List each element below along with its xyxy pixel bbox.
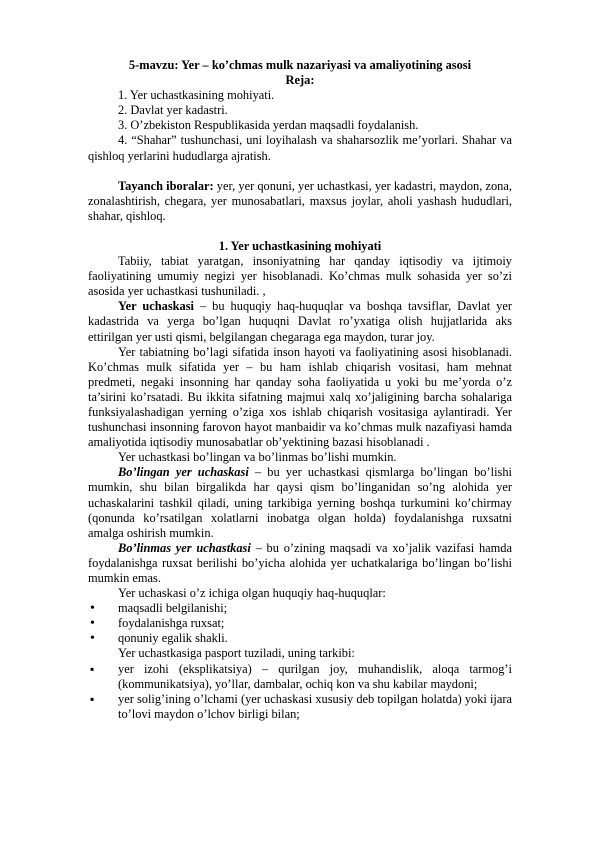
spacer bbox=[88, 224, 512, 239]
keywords-label: Tayanch iboralar: bbox=[118, 178, 214, 193]
defined-term: Yer uchaskasi bbox=[118, 299, 194, 314]
paragraph: Tabiiy, tabiat yaratgan, insoniyatning har qanday iqtisodiy va ijtimoiy faoliyatining umumiy negizi yer hisoblanadi. Ko’chmas mulk sohasida yer so’zi asosida yer uchastkasi tushuniladi. , bbox=[88, 254, 512, 299]
keywords-text: yer, yer qonuni, yer uchastkasi, yer kadastri, maydon, zona, zonalashtirish, chegara, yer munosabatlari, maxsus joylar, aholi yashash hududlari, shahar, qishloq. bbox=[88, 178, 512, 223]
paragraph: Yer uchastkasi bo’lingan va bo’linmas bo’lishi mumkin. bbox=[118, 450, 397, 465]
definition-paragraph bbox=[88, 541, 512, 586]
plan-item: 1. Yer uchastkasining mohiyati. bbox=[118, 88, 275, 103]
list-item: ▪ yer solig’ining o’lchami (yer uchaskasi xususiy deb topilgan holatda) yoki ijara to’lovi maydon o’lchov birligi bilan; bbox=[88, 692, 512, 722]
paragraph: Yer uchaskasi o’z ichiga olgan huquqiy haq-huquqlar: bbox=[118, 586, 386, 601]
definition-text: – bu o’zining maqsadi va xo’jalik vazifasi hamda foydalanishga ruxsat berilishi bo’yicha alohida yer uchatkalariga bo’lingan bo’lishi mumkin emas. bbox=[88, 540, 512, 585]
spacer bbox=[88, 164, 512, 179]
plan-label: Reja: bbox=[285, 73, 315, 88]
section-heading: 1. Yer uchastkasining mohiyati bbox=[218, 238, 382, 253]
definition-paragraph bbox=[88, 465, 512, 540]
defined-term: Bo’linmas yer uchastkasi bbox=[118, 540, 251, 555]
list-item: • qonuniy egalik shakli. bbox=[88, 631, 512, 646]
definition-text: – bu yer uchastkasi qismlarga bo’lingan bo’lishi mumkin, shu bilan birgalikda har qaysi qism bo’linganidan so’ng alohida yer uchaskalarini tashkil qiladi, uning tarkibiga yerning boshqa turkumini ko’chirmay (qonunda ko’rsatilgan xolatlarni inobatga olgan holda) foydalanishga ruxsatni amalga oshirish mumkin. bbox=[88, 465, 512, 540]
definition-text: – bu huquqiy haq-huquqlar va boshqa tavsiflar, Davlat yer kadastrida va yerga bo’lgan huquqni Davlat ro’yxatiga olish hujjatlarida aks ettirilgan yer usti qismi, belgilangan chegaraga ega maydon, turar joy. bbox=[88, 299, 512, 344]
paragraph: Yer tabiatning bo’lagi sifatida inson hayoti va faoliyatining asosi hisoblanadi. Ko’chmas mulk sifatida yer – bu ham ishlab chiqarish vositasi, ham mehnat predmeti, negaki insonning har qanday soha faoliyatida u yoki bu me’yorda o’z ta’sirini ko’rsatadi. Bu ikkita sifatning majmui xalq xo’jaligining barcha sohalariga funksiyalashadigan yerning o’ziga xos ishlab chiqarish vositasiga aylantiradi. Yer tushunchasi insonning farovon hayot manbaidir va ko’chmas mulk nazafiyasi hamda amaliyotida iqtisodiy munosabatlar ob’yektining bazasi hisoblanadi . bbox=[88, 344, 512, 450]
defined-term: Bo’lingan yer uchaskasi bbox=[118, 465, 249, 480]
document-title: 5-mavzu: Yer – ko’chmas mulk nazariyasi va amaliyotining asosi bbox=[128, 58, 472, 72]
list-item: ▪ yer izohi (eksplikatsiya) – qurilgan joy, muhandislik, aloqa tarmog’i (kommunikatsiya), yo’llar, dambalar, ochiq kon va shu kabilar maydoni; bbox=[88, 662, 512, 692]
definition-paragraph bbox=[88, 299, 512, 344]
list-item: • maqsadli belgilanishi; bbox=[88, 601, 512, 616]
rights-list bbox=[88, 601, 512, 646]
passport-list bbox=[88, 662, 512, 722]
plan-item: 2. Davlat yer kadastri. bbox=[118, 103, 228, 118]
keywords-paragraph bbox=[88, 179, 512, 224]
paragraph: Yer uchastkasiga pasport tuziladi, uning tarkibi: bbox=[118, 646, 355, 661]
plan-item: 3. O’zbekiston Respublikasida yerdan maqsadli foydalanish. bbox=[118, 118, 419, 133]
plan-item: 4. “Shahar” tushunchasi, uni loyihalash va shaharsozlik me’yorlari. Shahar va qishloq yerlarini hududlarga ajratish. bbox=[88, 133, 512, 163]
list-item: • foydalanishga ruxsat; bbox=[88, 616, 512, 631]
